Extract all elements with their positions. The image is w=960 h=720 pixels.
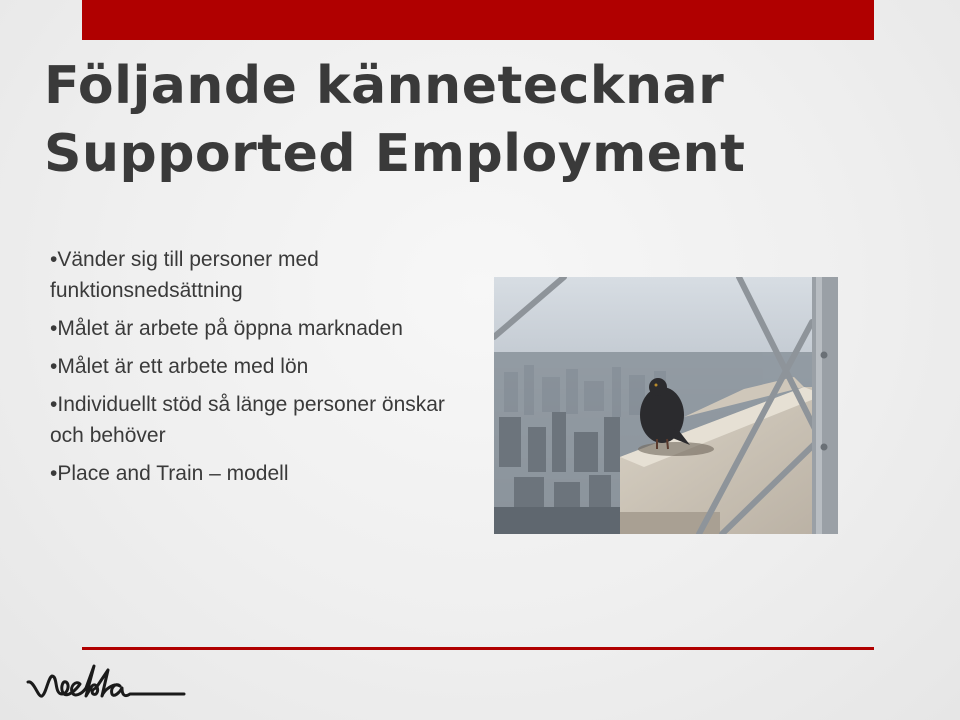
top-accent-bar — [82, 0, 874, 40]
pigeon-photo — [494, 277, 838, 534]
bullet-item: • Vänder sig till personer med funktionsnedsättning — [50, 244, 470, 306]
bullet-item: • Individuellt stöd så länge personer önskar och behöver — [50, 389, 470, 451]
bullet-item: • Place and Train – modell — [50, 458, 470, 489]
title-line-2: Supported Employment — [44, 124, 746, 184]
bullet-item: • Målet är ett arbete med lön — [50, 351, 470, 382]
bottom-accent-line — [82, 647, 874, 650]
veckla-logo — [24, 660, 194, 710]
bullet-list — [50, 244, 470, 496]
title-line-1: Följande kännetecknar — [44, 56, 725, 116]
slide-title — [44, 52, 904, 188]
bullet-item: • Målet är arbete på öppna marknaden — [50, 313, 470, 344]
